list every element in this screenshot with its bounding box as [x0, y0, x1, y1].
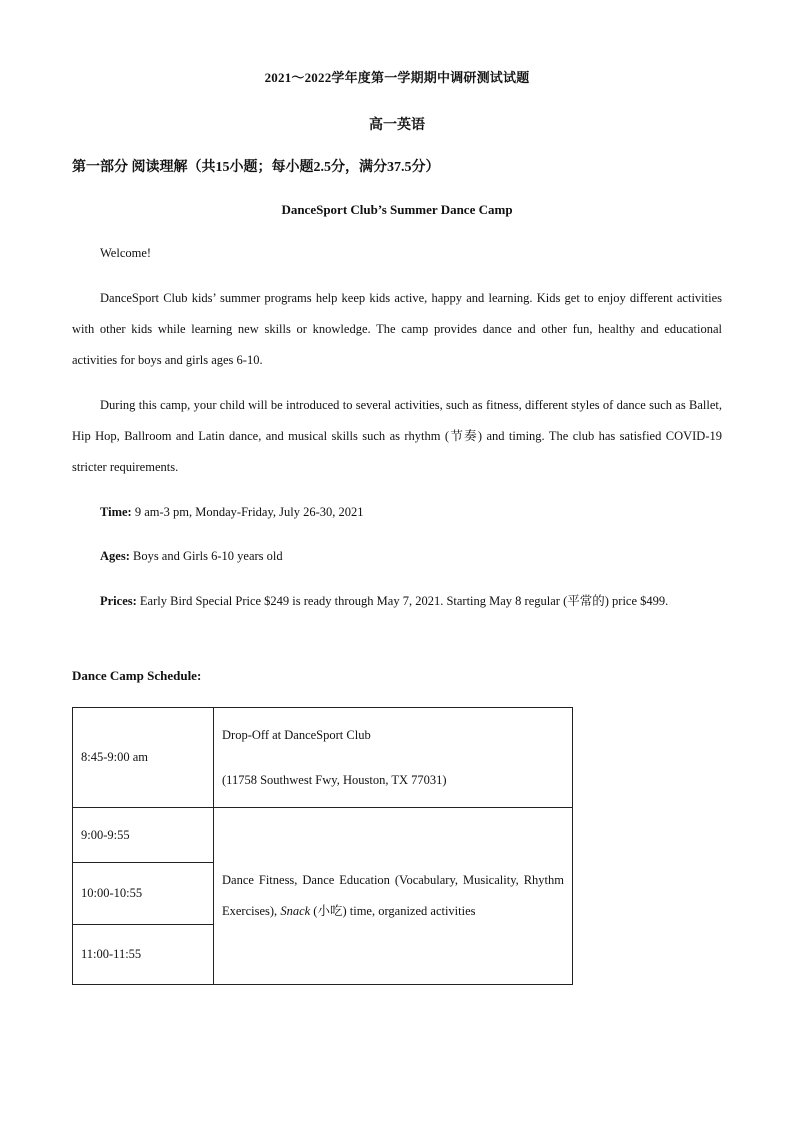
time-info [72, 497, 722, 528]
table-row [73, 708, 573, 808]
activity-cell [214, 808, 573, 985]
ages-label: Ages: [100, 549, 130, 563]
snack-word: Snack [280, 904, 311, 918]
time-cell: 9:00-9:55 [73, 808, 214, 863]
ages-info [72, 541, 722, 572]
prices-label: Prices: [100, 594, 137, 608]
time-value: 9 am-3 pm, Monday-Friday, July 26-30, 2021 [131, 505, 364, 519]
prices-info [72, 586, 722, 617]
passage-title: DanceSport Club’s Summer Dance Camp [281, 202, 513, 217]
address-line: (11758 Southwest Fwy, Houston, TX 77031) [222, 772, 447, 787]
paragraph-intro: DanceSport Club kids’ summer programs help keep kids active, happy and learning. Kids get to enjoy different activities with other kids while learning new skills or knowledge. The camp provides dance and other fun, healthy and educational activities for boys and girls ages 6-10. [72, 291, 722, 367]
table-row [73, 808, 573, 863]
time-cell: 8:45-9:00 am [73, 708, 214, 808]
ages-value: Boys and Girls 6-10 years old [129, 549, 283, 563]
activity-text: Dance Fitness, Dance Education (Vocabulary, Musicality, Rhythm Exercises), [222, 873, 564, 918]
time-cell: 11:00-11:55 [73, 925, 214, 985]
time-cell: 10:00-10:55 [73, 863, 214, 925]
prices-value: Early Bird Special Price $249 is ready through May 7, 2021. Starting May 8 regular (平常的) price $499. [136, 594, 669, 608]
subject-title: 高一英语 [369, 118, 425, 133]
exam-title: 2021～2022学年度第一学期期中调研测试试题 [264, 70, 530, 85]
welcome-line: Welcome! [100, 246, 152, 260]
time-label: Time: [100, 505, 132, 519]
activity-cell [214, 708, 573, 808]
section-title: 第一部分 阅读理解（共15小题；每小题2.5分，满分37.5分） [72, 160, 440, 175]
paragraph-activities: During this camp, your child will be introduced to several activities, such as fitness, different styles of dance such as Ballet, Hip Hop, Ballroom and Latin dance, and musical skills such as rhythm (节奏) and timing. The club has satisfied COVID-19 stricter requirements. [72, 398, 722, 474]
schedule-heading: Dance Camp Schedule: [72, 668, 202, 683]
schedule-table [72, 707, 573, 985]
activity-text-end: (小吃) time, organized activities [310, 904, 476, 918]
dropoff-line: Drop-Off at DanceSport Club [222, 727, 371, 742]
